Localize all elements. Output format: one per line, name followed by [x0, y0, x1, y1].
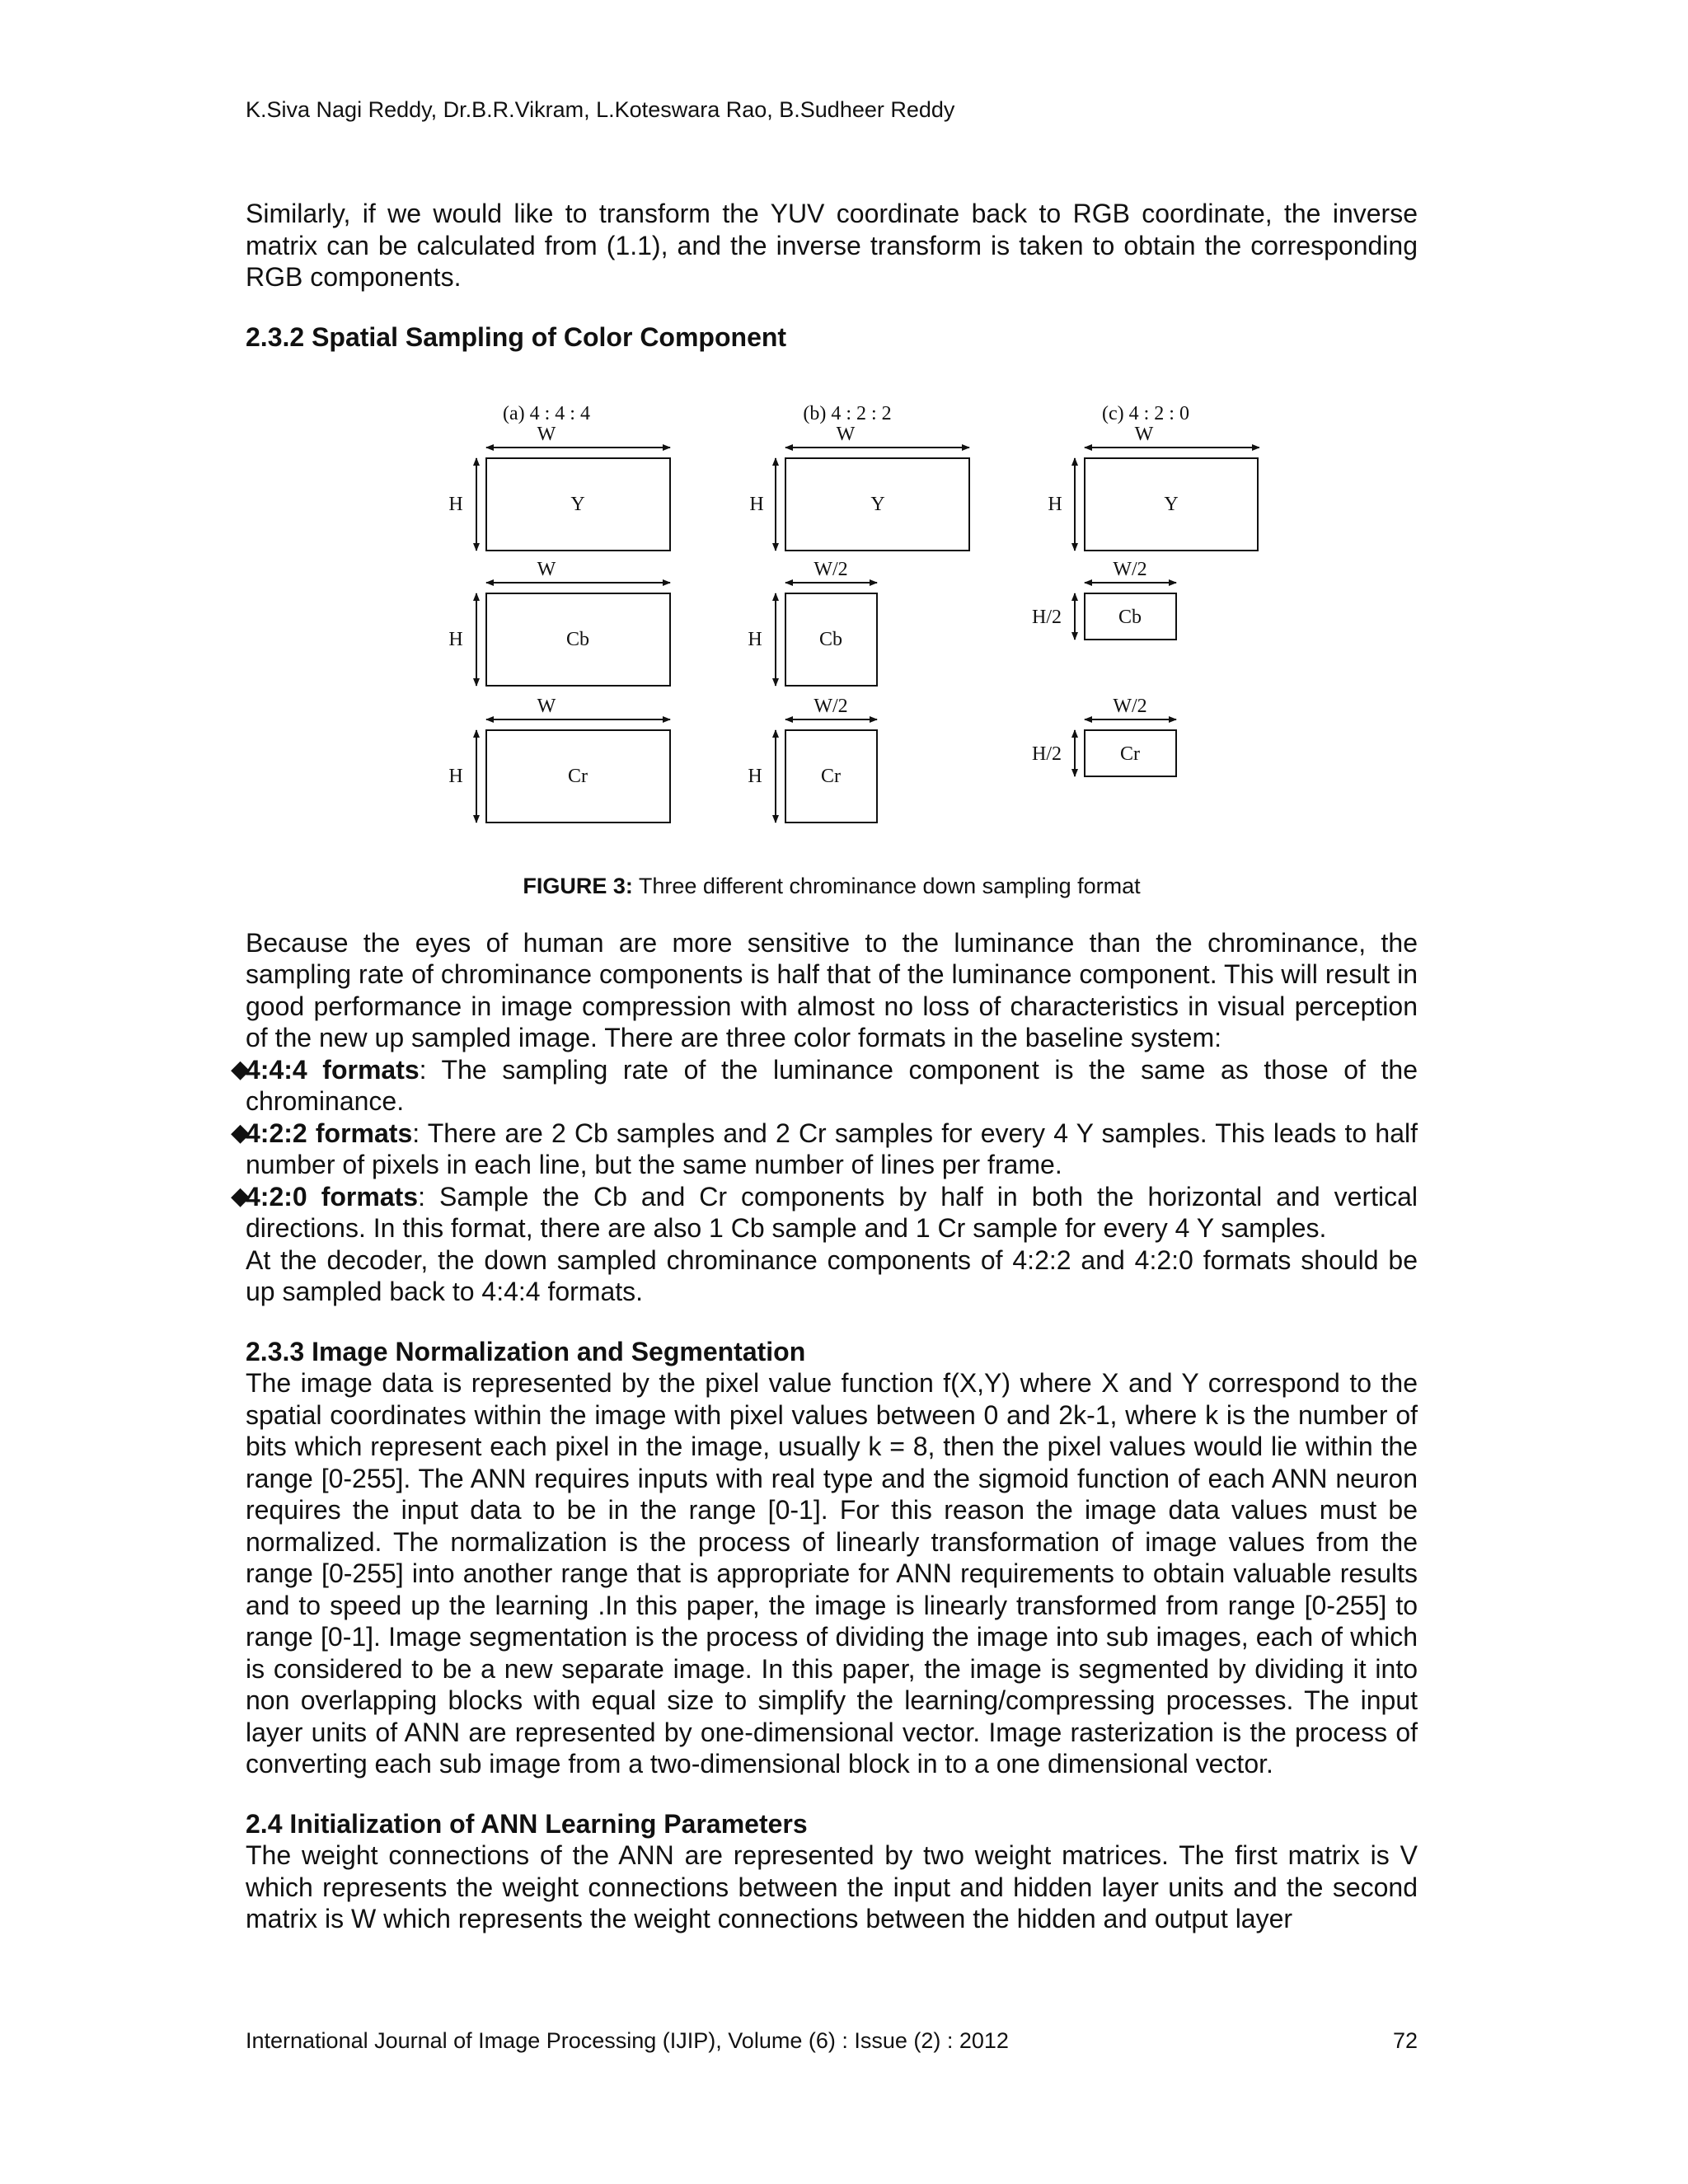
running-head: K.Siva Nagi Reddy, Dr.B.R.Vikram, L.Koteswara Rao, B.Sudheer Reddy — [246, 97, 955, 122]
diamond-bullet-icon: ◆ — [231, 1055, 251, 1083]
panel-c-y-label: Y — [1164, 494, 1179, 515]
figure-caption-text: Three different chrominance down sampling format — [632, 874, 1141, 898]
page-body — [231, 198, 1418, 1935]
panel-c-y-height-label: H — [1048, 494, 1062, 515]
luminance-paragraph: Because the eyes of human are more sensitive to the luminance than the chrominance, the sampling rate of chrominance components is half that of the luminance component. This will result in good performance in image compression with almost no loss of characteristics in visual perception of the new up sampled image. There are three color formats in the baseline system: — [246, 927, 1418, 1052]
figure-caption — [246, 870, 1418, 902]
bullet-444 — [231, 1054, 1418, 1118]
panel-b-y-width-label: W — [836, 424, 856, 445]
page-footer — [246, 2028, 1418, 2054]
bullet-420-label: 4:2:0 formats — [246, 1181, 419, 1212]
diamond-bullet-icon: ◆ — [231, 1182, 251, 1210]
panel-a-y-height-label: H — [448, 494, 463, 515]
panel-b-cr-height-label: H — [748, 766, 762, 787]
panel-a-cr-width-label: W — [537, 696, 556, 717]
panel-b-y-height-label: H — [749, 494, 764, 515]
panel-a-title: (a) 4 : 4 : 4 — [503, 403, 590, 424]
panel-c-y-width-label: W — [1134, 424, 1154, 445]
diamond-bullet-icon: ◆ — [231, 1118, 251, 1146]
section-heading-2-3-2: 2.3.2 Spatial Sampling of Color Component — [246, 321, 787, 352]
decoder-paragraph: At the decoder, the down sampled chrominance components of 4:2:2 and 4:2:0 formats should be up sampled back to 4:4:4 formats. — [246, 1244, 1418, 1306]
panel-b-title: (b) 4 : 2 : 2 — [803, 403, 892, 424]
panel-c-cr-width-label: W/2 — [1113, 696, 1147, 717]
bullet-422-text: : There are 2 Cb samples and 2 Cr samples for every 4 Y samples. This leads to half number of pixels in each line, but the same number of lines per frame. — [246, 1118, 1418, 1179]
bullet-422-label: 4:2:2 formats — [246, 1118, 413, 1148]
normalization-paragraph: The image data is represented by the pixel value function f(X,Y) where X and Y correspond to the spatial coordinates within the image with pixel values between 0 and 2k-1, where k is the number of bits which represent each pixel in the image, usually k = 8, then the pixel values would lie within the range [0-255]. The ANN requires inputs with real type and the sigmoid function of each ANN neuron requires the input data to be in the range [0-1]. For this reason the image data values must be normalized. The normalization is the process of linearly transformation of image values from the range [0-255] into another range that is appropriate for ANN requirements to obtain valuable results and to speed up the learning .In this paper, the image is linearly transformed from range [0-255] to range [0-1]. Image segmentation is the process of dividing the image into sub images, each of which is considered to be a new separate image. In this paper, the image is segmented by dividing it into non overlapping blocks with equal size to simplify the learning/compressing processes. The input layer units of ANN are represented by one-dimensional vector. Image rasterization is the process of converting each sub image from a two-dimensional block in to a one dimensional vector. — [246, 1368, 1418, 1779]
chroma-sampling-figure — [435, 392, 1259, 854]
panel-b-cb-height-label: H — [748, 629, 762, 650]
panel-c-cb-label: Cb — [1118, 607, 1142, 628]
panel-c-cb-width-label: W/2 — [1113, 559, 1147, 580]
ann-parameters-paragraph: The weight connections of the ANN are represented by two weight matrices. The first matrix is V which represents the weight connections between the input and hidden layer units and the second matrix is W which represents the weight connections between the hidden and output layer — [246, 1840, 1418, 1933]
figure-caption-label: FIGURE 3: — [523, 874, 633, 898]
panel-c-cr-label: Cr — [1120, 743, 1140, 765]
footer-journal: International Journal of Image Processing (IJIP), Volume (6) : Issue (2) : 2012 — [246, 2028, 1009, 2053]
panel-a-cr-height-label: H — [448, 766, 463, 787]
bullet-444-label: 4:4:4 formats — [246, 1054, 420, 1085]
panel-b-y-label: Y — [870, 494, 885, 515]
panel-a-cb-width-label: W — [537, 559, 556, 580]
intro-paragraph: Similarly, if we would like to transform the YUV coordinate back to RGB coordinate, the inverse matrix can be calculated from (1.1), and the inverse transform is taken to obtain the corresponding RGB components. — [246, 199, 1418, 292]
panel-b-cb-label: Cb — [818, 629, 843, 650]
section-heading-2-4: 2.4 Initialization of ANN Learning Parameters — [246, 1808, 808, 1839]
page-number: 72 — [1392, 2028, 1418, 2053]
bullet-444-text: : The sampling rate of the luminance component is the same as those of the chrominance. — [246, 1054, 1418, 1116]
panel-c-title: (c) 4 : 2 : 0 — [1102, 403, 1189, 424]
bullet-420 — [231, 1181, 1418, 1244]
panel-a-y-width-label: W — [537, 424, 556, 445]
panel-a-cr-label: Cr — [568, 766, 588, 787]
panel-b-cb-width-label: W/2 — [814, 559, 848, 580]
panel-c-cb-height-label: H/2 — [1032, 607, 1062, 628]
bullet-422 — [231, 1118, 1418, 1181]
panel-a-y-label: Y — [570, 494, 585, 515]
section-heading-2-3-3: 2.3.3 Image Normalization and Segmentation — [246, 1336, 806, 1366]
panel-b-cr-label: Cr — [821, 766, 841, 787]
bullet-420-text: : Sample the Cb and Cr components by half in both the horizontal and vertical directions. In this format, there are also 1 Cb sample and 1 Cr sample for every 4 Y samples. — [246, 1181, 1418, 1243]
panel-b-cr-width-label: W/2 — [814, 696, 848, 717]
panel-c-cr-height-label: H/2 — [1032, 743, 1062, 765]
panel-a-cb-height-label: H — [448, 629, 463, 650]
panel-a-cb-label: Cb — [565, 629, 590, 650]
